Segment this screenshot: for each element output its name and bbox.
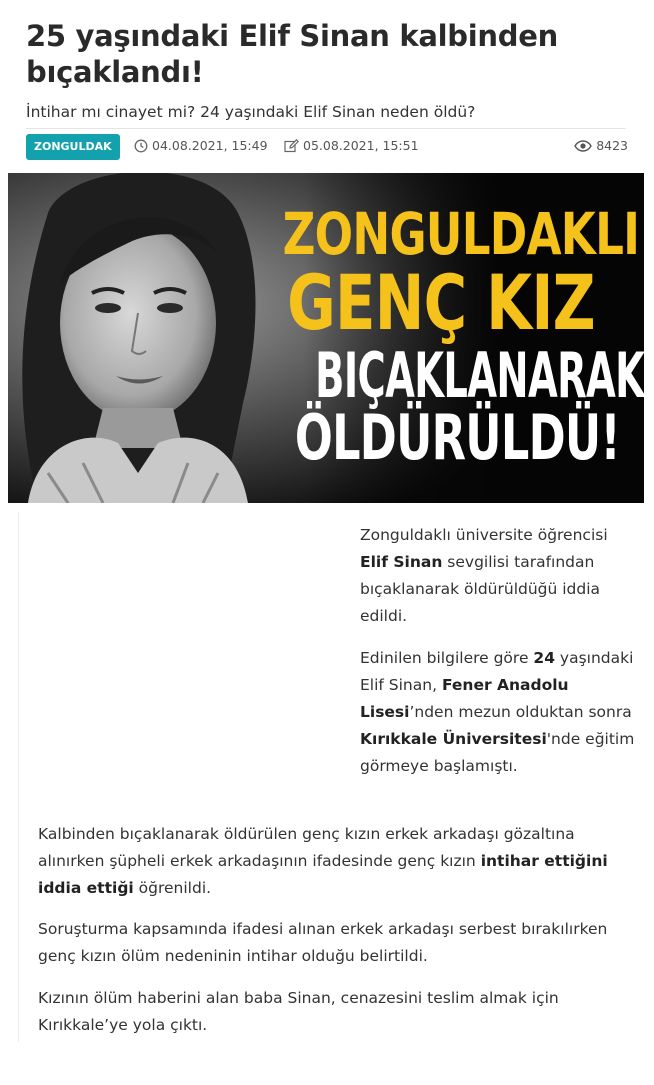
- paragraph-3: [38, 821, 638, 902]
- paragraph-2: [360, 645, 644, 780]
- hero-line-2: GENÇ KIZ: [287, 258, 595, 347]
- p3-highlight: intihar ettiğini iddia ettiği: [38, 852, 608, 897]
- modified-date-text: 05.08.2021, 15:51: [303, 138, 419, 153]
- article-meta: [26, 134, 630, 160]
- hero-line-3: BIÇAKLANARAK: [315, 339, 644, 412]
- view-count-text: 8423: [596, 138, 628, 153]
- hero-line-4: ÖLDÜRÜLDÜ!: [294, 401, 621, 474]
- modified-date: [284, 138, 419, 153]
- article-title: 25 yaşındaki Elif Sinan kalbinden bıçaklandı!: [26, 19, 558, 89]
- eye-icon: [574, 140, 592, 152]
- edit-icon: [284, 139, 299, 153]
- hero-image: [8, 173, 644, 503]
- p1-text: Zonguldaklı üniversite öğrencisi: [360, 526, 608, 544]
- paragraph-1: [360, 522, 640, 630]
- p3-text-end: öğrenildi.: [133, 879, 212, 897]
- p2-school: Fener Anadolu Lisesi: [360, 676, 569, 721]
- p1-text-end: sevgilisi tarafından bıçaklanarak öldürüldüğü iddia edildi.: [360, 553, 601, 625]
- divider: [26, 128, 626, 129]
- published-date: [134, 138, 268, 153]
- p2-text-mid2: ’nden mezun olduktan sonra: [409, 703, 632, 721]
- paragraph-4: Soruşturma kapsamında ifadesi alınan erkek arkadaşı serbest bırakılırken genç kızın ölüm nedeninin intihar olduğu belirtildi.: [38, 920, 608, 965]
- published-date-text: 04.08.2021, 15:49: [152, 138, 268, 153]
- paragraph-5: Kızının ölüm haberini alan baba Sinan, cenazesini teslim almak için Kırıkkale’ye yola çıktı.: [38, 989, 559, 1034]
- p2-text-mid: yaşındaki Elif Sinan,: [360, 649, 634, 694]
- p2-text-end: 'nde eğitim görmeye başlamıştı.: [360, 730, 635, 775]
- p2-text: Edinilen bilgilere göre: [360, 649, 534, 667]
- clock-icon: [134, 139, 148, 153]
- category-badge[interactable]: ZONGULDAK: [26, 134, 120, 160]
- article-subtitle: İntihar mı cinayet mi? 24 yaşındaki Elif Sinan neden öldü?: [26, 103, 476, 121]
- hero-headline: [238, 183, 644, 474]
- p1-name: Elif Sinan: [360, 553, 443, 571]
- p2-university: Kırıkkale Üniversitesi: [360, 730, 547, 748]
- view-count: [574, 138, 628, 153]
- hero-line-1: ZONGULDAKLI: [282, 200, 640, 268]
- p3-text: Kalbinden bıçaklanarak öldürülen genç kızın erkek arkadaşı gözaltına alınırken şüpheli erkek arkadaşının ifadesinde genç kızın: [38, 825, 575, 870]
- p2-age: 24: [533, 649, 555, 667]
